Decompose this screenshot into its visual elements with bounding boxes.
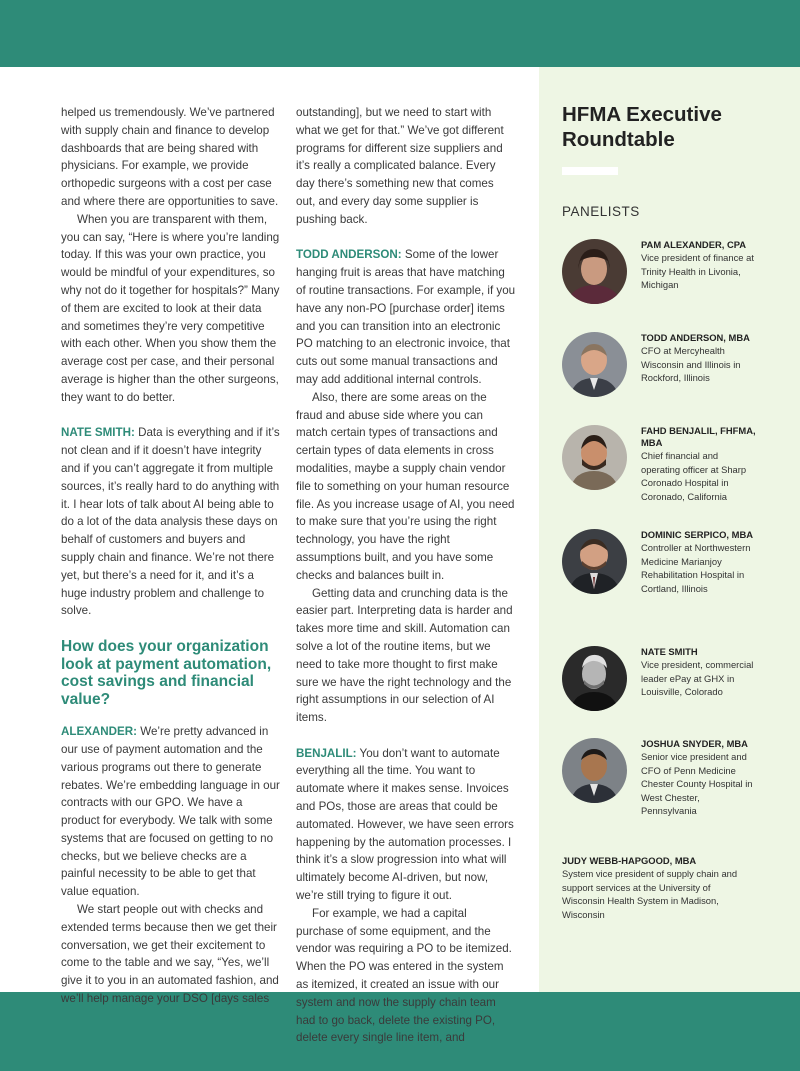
panelist-photo xyxy=(562,738,627,803)
panelist-name: JUDY WEBB-HAPGOOD, MBA xyxy=(562,855,697,866)
question-heading: How does your organization look at payment automation, cost savings and financial value? xyxy=(61,638,272,708)
panelist-photo xyxy=(562,239,627,304)
panelist-photo xyxy=(562,332,627,397)
paragraph xyxy=(61,424,281,620)
panelist-description: CFO at Mercyhealth Wisconsin and Illinois in Rockford, Illinois xyxy=(641,345,741,384)
paragraph xyxy=(61,723,281,901)
article-column-2 xyxy=(296,104,516,1047)
panelist-name: PAM ALEXANDER, CPA xyxy=(641,239,747,250)
paragraph xyxy=(296,745,516,905)
article-column-1 xyxy=(61,104,281,1008)
paragraph: When you are transparent with them, you can say, “Here is where you’re landing today. If this was your own practice, you would be mindful of your expenditures, so why not do it together for hospitals?” Many of them are excited to look at their data and sometimes they’re very competitive with each other. When you show them the average cost per case, and their personal average is higher than the other surgeons, they want to do better. xyxy=(61,212,280,404)
speaker-text: You don’t want to automate everything all the time. You want to automate where it makes sense. Invoices and POs, those are areas that could be automated. However, we have seen errors happening by the automation processes. I think it’s a slow progression into what will ultimately become AI-driven, but now, we’re still trying to figure it out. xyxy=(296,746,514,903)
paragraph: Getting data and crunching data is the easier part. Interpreting data is harder and takes more time and skill. Automation can solve a lot of the routine items, but we need to take more thought to first make sure we have the right technology and the right assumptions in our selection of AI items. xyxy=(296,586,513,725)
title-rule xyxy=(562,167,618,175)
speaker-name: TODD ANDERSON: xyxy=(296,248,402,262)
sidebar-title: HFMA Executive Roundtable xyxy=(562,103,722,151)
panelist-description: Controller at Northwestern Medicine Marianjoy Rehabilitation Hospital in Cortland, Illinois xyxy=(641,542,751,594)
panelist-name: DOMINIC SERPICO, MBA xyxy=(641,529,753,540)
paragraph: For example, we had a capital purchase of some equipment, and the vendor was requiring a PO to be itemized. When the PO was entered in the system as itemized, it created an issue with our system and now the supply chain team had to go back, delete the existing PO, delete every single line item, and xyxy=(296,906,512,1045)
paragraph: Also, there are some areas on the fraud and abuse side where you can match certain types of transactions and certain types of data elements in cross modalities, maybe a supply chain vendor file to something on your human resource file. As you increase usage of AI, you need to make sure that you’re using the right technology, you have the right assumptions built, and you have some checks and balances built in. xyxy=(296,390,515,582)
panelist-description: Vice president, commercial leader ePay at GHX in Louisville, Colorado xyxy=(641,659,754,698)
speaker-name: NATE SMITH: xyxy=(61,426,135,440)
speaker-name: BENJALIL: xyxy=(296,746,357,760)
panelists-label: PANELISTS xyxy=(562,204,640,219)
panelist-description: Chief financial and operating officer at Sharp Coronado Hospital in Coronado, California xyxy=(641,450,747,502)
paragraph xyxy=(296,246,516,388)
panelist-name: FAHD BENJALIL, FHFMA, MBA xyxy=(641,425,756,448)
panelist-photo xyxy=(562,529,627,594)
panelist-description: Senior vice president and CFO of Penn Medicine Chester County Hospital in West Chester, Pennsylvania xyxy=(641,751,753,817)
speaker-text: Some of the lower hanging fruit is areas that have matching of routine transactions. For example, if you have any non-PO [purchase order] items and you can transition into an electronic PO matching to an electronic invoice, that cuts out some manual transactions and may add additional internal controls. xyxy=(296,248,516,386)
panelist-description: Vice president of finance at Trinity Health in Livonia, Michigan xyxy=(641,252,754,291)
speaker-name: ALEXANDER: xyxy=(61,725,138,739)
speaker-text: We’re pretty advanced in our use of payment automation and the various programs out there to generate rebates. We’re embedding language in our contracts with our GPO. We have a product for everybody. We talk with some systems that are focused on getting to no checks, but we believe checks are a painful necessity to be able to get that value equation. xyxy=(61,725,280,899)
paragraph: outstanding], but we need to start with what we get for that.” We’ve got different programs for different size suppliers and it’s really a complicated balance. Every day there’s something new that comes out, and every day some supplier is pushing back. xyxy=(296,106,504,226)
panelist-name: NATE SMITH xyxy=(641,646,698,657)
speaker-text: Data is everything and if it’s not clean and if it doesn’t have integrity and if you can’t aggregate it from multiple sources, it’s really hard to do anything with it. I hear lots of talk about AI being able to do a lot of the data analysis these days on behalf of customers and buyers and supply chain and finance. We’re not there yet, but there’s a need for it, and it’s a huge industry problem and challenge to solve. xyxy=(61,426,280,618)
top-banner xyxy=(0,0,800,67)
panelist-name: TODD ANDERSON, MBA xyxy=(641,332,750,343)
panelist-photo xyxy=(562,646,627,711)
panelist-name: JOSHUA SNYDER, MBA xyxy=(641,738,748,749)
paragraph: helped us tremendously. We’ve partnered with supply chain and finance to develop dashboards that are being shared with physicians. For example, we provide orthopedic surgeons with a cost per case and where there are opportunities to save. xyxy=(61,106,279,208)
panelist-description: System vice president of supply chain and support services at the University of Wisconsin Health System in Madison, Wisconsin xyxy=(562,868,738,920)
paragraph: We start people out with checks and extended terms because then we get their conversation, we get their excitement to come to the table and we say, “Yes, we’ll give it to you in an automated fashion, and we’ll help manage your DSO [days sales xyxy=(61,903,279,1006)
panelist-photo xyxy=(562,425,627,490)
panelist-card xyxy=(562,855,747,921)
